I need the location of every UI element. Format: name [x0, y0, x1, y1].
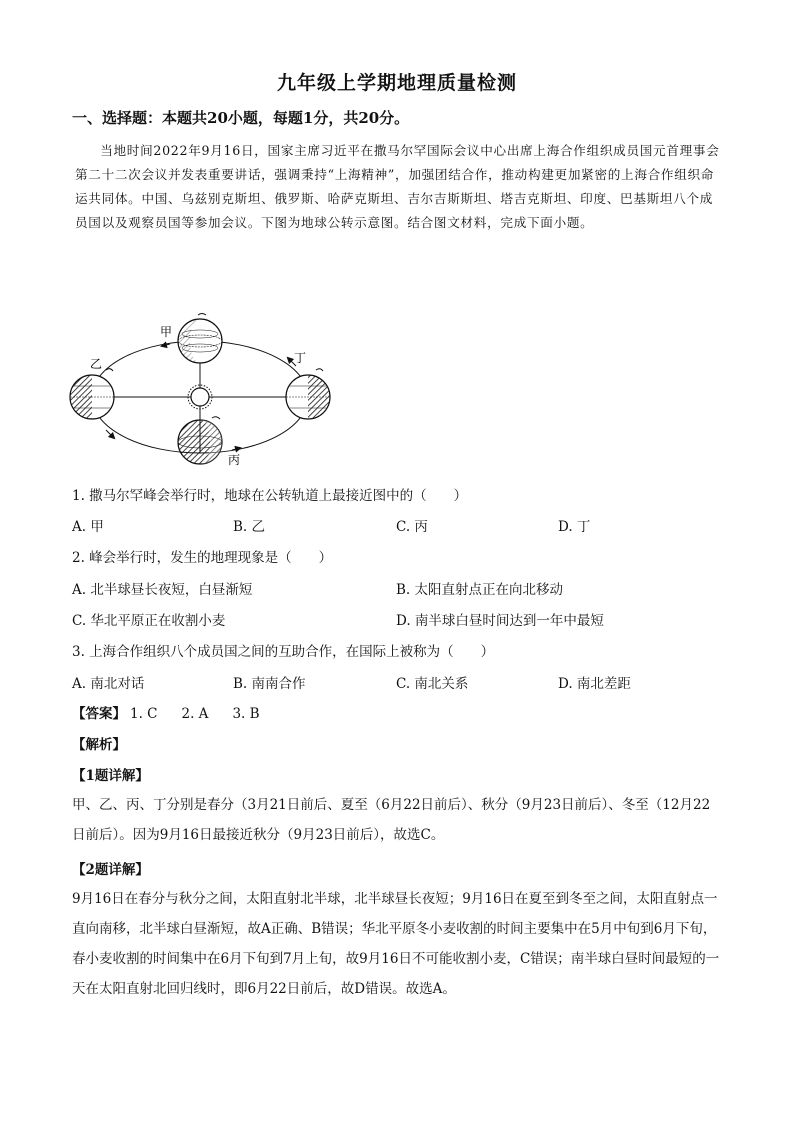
question-2-stem: 2. 峰会举行时，发生的地理现象是（ ） — [72, 550, 333, 566]
question-3-stem: 3. 上海合作组织八个成员国之间的互助合作，在国际上被称为（ ） — [72, 644, 495, 660]
detail-2-text: 9月16日在春分与秋分之间，太阳直射北半球，北半球昼长夜短；9月16日在夏至到冬至之间，太阳直射点一直向南移，北半球白昼渐短，故A正确、B错误；华北平原冬小麦收割的时间主要集中在5月中旬到6月下旬，春小麦收割的时间集中在6月下旬到7月上旬，故9月16日不可能收割小麦，C错误；南半球白昼时间最短的一天在太阳直射北回归线时，即6月22日前后，故D错误。故选A。 — [72, 891, 720, 997]
answer-3: 3. B — [232, 706, 260, 722]
answer-2: 2. A — [181, 706, 209, 722]
q1-option-c: C. 丙 — [396, 519, 428, 535]
section-heading: 一、选择题：本题共20小题，每题1分，共20分。 — [72, 109, 410, 127]
label-bing: 丙 — [228, 453, 241, 467]
earth-position-ding — [286, 369, 330, 419]
reading-passage: 当地时间2022年9月16日，国家主席习近平在撒马尔罕国际会议中心出席上海合作组织成员国元首理事会第二十二次会议并发表重要讲话，强调秉持“上海精神”，加强团结合作，推动构建更加紧密的上海合作组织命运共同体。中国、乌兹别克斯坦、俄罗斯、哈萨克斯坦、吉尔吉斯斯坦、塔吉克斯坦、印度、巴基斯坦八个成员国以及观察员国等参加会议。下图为地球公转示意图。结合图文材料，完成下面小题。 — [75, 143, 720, 230]
q3-option-b: B. 南南合作 — [233, 676, 306, 692]
q1-option-a: A. 甲 — [72, 519, 104, 535]
q2-option-b: B. 太阳直射点正在向北移动 — [396, 582, 564, 598]
detail-2-heading: 【2题详解】 — [72, 862, 149, 878]
q3-option-d: D. 南北差距 — [558, 676, 631, 692]
earth-position-jia — [178, 314, 222, 364]
earth-position-bing — [178, 417, 222, 464]
q1-option-b: B. 乙 — [233, 519, 266, 535]
sun-icon — [188, 385, 212, 409]
q2-option-d: D. 南半球白昼时间达到一年中最短 — [396, 613, 604, 629]
q2-option-a: A. 北半球昼长夜短，白昼渐短 — [72, 582, 253, 598]
detail-1-heading: 【1题详解】 — [72, 768, 149, 784]
answer-tag: 【答案】 — [72, 706, 126, 722]
answer-line — [72, 702, 260, 722]
question-1-stem: 1. 撒马尔罕峰会举行时，地球在公转轨道上最接近图中的（ ） — [72, 488, 468, 504]
label-yi: 乙 — [90, 357, 103, 371]
q3-option-a: A. 南北对话 — [72, 676, 145, 692]
page-title: 九年级上学期地理质量检测 — [276, 72, 517, 94]
answer-1: 1. C — [130, 706, 158, 722]
label-ding: 丁 — [294, 351, 307, 365]
q2-option-c: C. 华北平原正在收割小麦 — [72, 613, 226, 629]
analysis-heading: 【解析】 — [72, 737, 126, 753]
label-jia: 甲 — [160, 325, 173, 339]
earth-revolution-diagram — [62, 312, 342, 472]
q1-option-d: D. 丁 — [558, 519, 591, 535]
earth-position-yi — [70, 369, 114, 419]
q3-option-c: C. 南北关系 — [396, 676, 469, 692]
detail-1-text: 甲、乙、丙、丁分别是春分（3月21日前后、夏至（6月22日前后）、秋分（9月23日前后）、冬至（12月22日前后）。因为9月16日最接近秋分（9月23日前后），故选C。 — [72, 797, 711, 843]
